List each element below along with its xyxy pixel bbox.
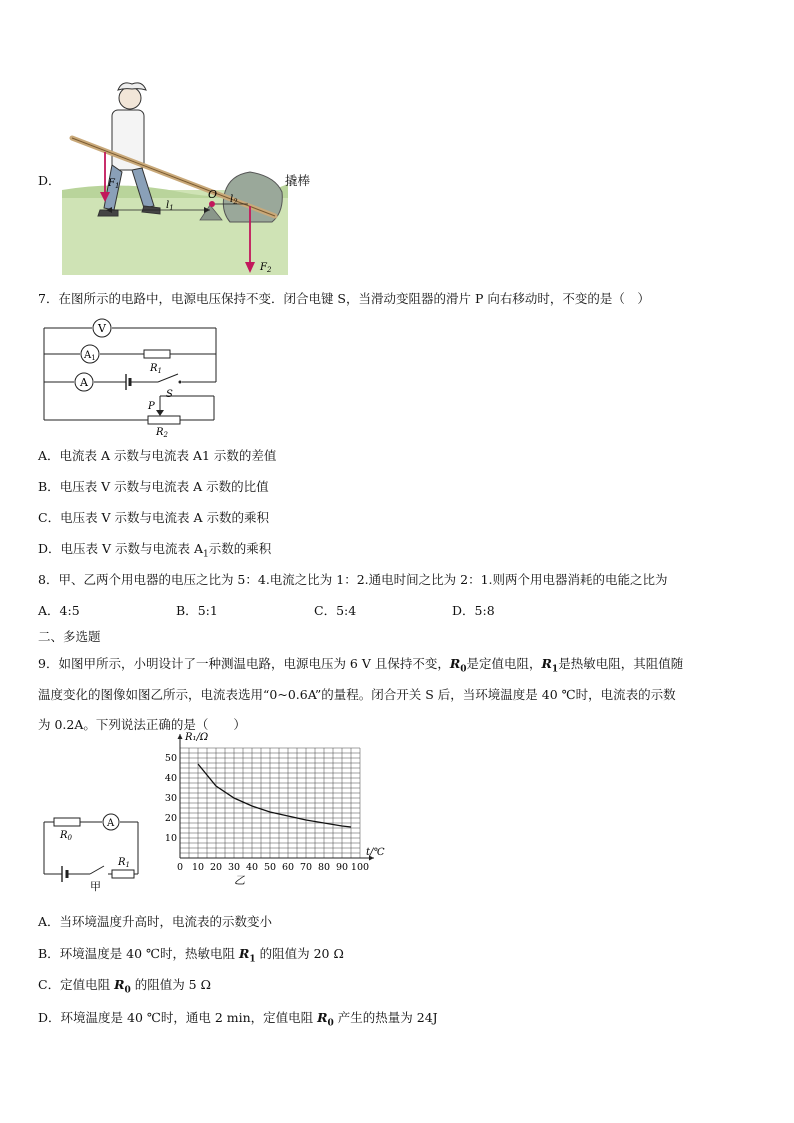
section-title: 二、多选题	[38, 629, 101, 644]
option-letter: D．	[38, 173, 61, 188]
q8-option-d: D．5:8	[452, 603, 495, 618]
slider-p-arrow	[156, 410, 164, 416]
q9-option-c: C．定值电阻 $R_0$ 的阻值为 5 Ω	[38, 977, 211, 996]
q7-option-d: D．电压表 V 示数与电流表 $A_1$示数的乘积	[38, 541, 272, 560]
x-tick-label: 10	[191, 862, 205, 873]
q8-option-b: B．5:1	[176, 603, 218, 618]
resistor-r2	[148, 416, 180, 424]
svg-text:A: A	[80, 376, 88, 389]
series-line	[198, 764, 351, 827]
y-tick-label: 40	[164, 773, 177, 784]
q8-option-a: A．4:5	[38, 603, 80, 618]
force-f1-label: $F_1$	[108, 178, 120, 190]
q9-option-d: D．环境温度是 40 ℃时，通电 2 min，定值电阻 $R_0$ 产生的热量为 24J	[38, 1010, 438, 1029]
y-axis-arrow	[178, 734, 183, 739]
y-axis-label: R₁/Ω	[185, 732, 209, 743]
q7-option-c: C．电压表 V 示数与电流表 A 示数的乘积	[38, 510, 270, 525]
x-tick-label: 20	[209, 862, 223, 873]
question-9-line-3: 为 0.2A。下列说法正确的是（ ）	[38, 717, 246, 732]
question-8-stem: 8．甲、乙两个用电器的电压之比为 5：4.电流之比为 1：2.通电时间之比为 2：1.则两个用电器消耗的电能之比为	[38, 572, 668, 587]
y-tick-label: 20	[164, 813, 177, 824]
chart-caption: 乙	[234, 874, 245, 887]
svg-text:A1: $A_1$	[84, 350, 96, 362]
fulcrum-o-label: O	[208, 188, 218, 201]
q9-circuit-diagram	[38, 808, 148, 893]
q7-option-b: B．电压表 V 示数与电流表 A 示数的比值	[38, 479, 269, 494]
x-tick-label: 30	[227, 862, 241, 873]
question-9-line-2: 温度变化的图像如图乙所示，电流表选用“0~0.6A”的量程。闭合开关 S 后，当环境温度是 40 ℃时，电流表的示数	[38, 687, 676, 702]
x-tick-label: 0	[176, 862, 184, 873]
x-tick-label: 60	[281, 862, 295, 873]
lever-figure	[60, 80, 300, 280]
x-axis-label: t/℃	[366, 847, 385, 858]
y-tick-label: 10	[164, 833, 177, 844]
q7-option-a: A．电流表 A 示数与电流表 A1 示数的差值	[38, 448, 277, 463]
force-f2-label: $F_2$	[260, 262, 272, 274]
thermistor-chart	[158, 732, 398, 890]
x-tick-label: 50	[263, 862, 277, 873]
figure-caption: 撬棒	[285, 173, 311, 188]
x-tick-label: 80	[317, 862, 331, 873]
arm-l2-label: $l_2$	[230, 194, 238, 206]
arm-l1-label: $l_1$	[166, 200, 174, 212]
fulcrum-o	[209, 201, 215, 207]
svg-text:A: A	[107, 818, 115, 829]
x-tick-label: 100	[350, 862, 370, 873]
x-tick-label: 90	[335, 862, 349, 873]
q7-circuit-diagram	[38, 316, 228, 439]
question-9-line-1: 9．如图甲所示，小明设计了一种测温电路，电源电压为 6 V 且保持不变，$R_0$是定值电阻，$R_1$是热敏电阻，其阻值随	[38, 656, 684, 675]
circuit-caption: 甲	[90, 880, 101, 893]
switch-s-label: S	[166, 389, 173, 400]
q8-option-c: C．5:4	[314, 603, 357, 618]
r0-label: $R_0$	[60, 830, 72, 842]
resistor-r0	[54, 818, 80, 826]
y-tick-label: 30	[164, 793, 177, 804]
resistor-r1	[144, 350, 170, 358]
q9-option-a: A．当环境温度升高时，电流表的示数变小	[38, 914, 273, 929]
r1-label: $R_1$	[150, 363, 162, 375]
q9-option-b: B．环境温度是 40 ℃时，热敏电阻 $R_1$ 的阻值为 20 Ω	[38, 946, 344, 965]
slider-p-label: P	[148, 401, 155, 412]
question-7-stem: 7．在图所示的电路中，电源电压保持不变．闭合电键 S，当滑动变阻器的滑片 P 向右移动时，不变的是（ ）	[38, 291, 650, 306]
r1-label: $R_1$	[118, 857, 130, 869]
r2-label: $R_2$	[156, 427, 168, 439]
y-tick-label: 50	[164, 753, 177, 764]
x-tick-label: 70	[299, 862, 313, 873]
resistor-r1-thermistor	[112, 870, 134, 878]
svg-text:V: V	[98, 322, 106, 335]
x-tick-label: 40	[245, 862, 259, 873]
